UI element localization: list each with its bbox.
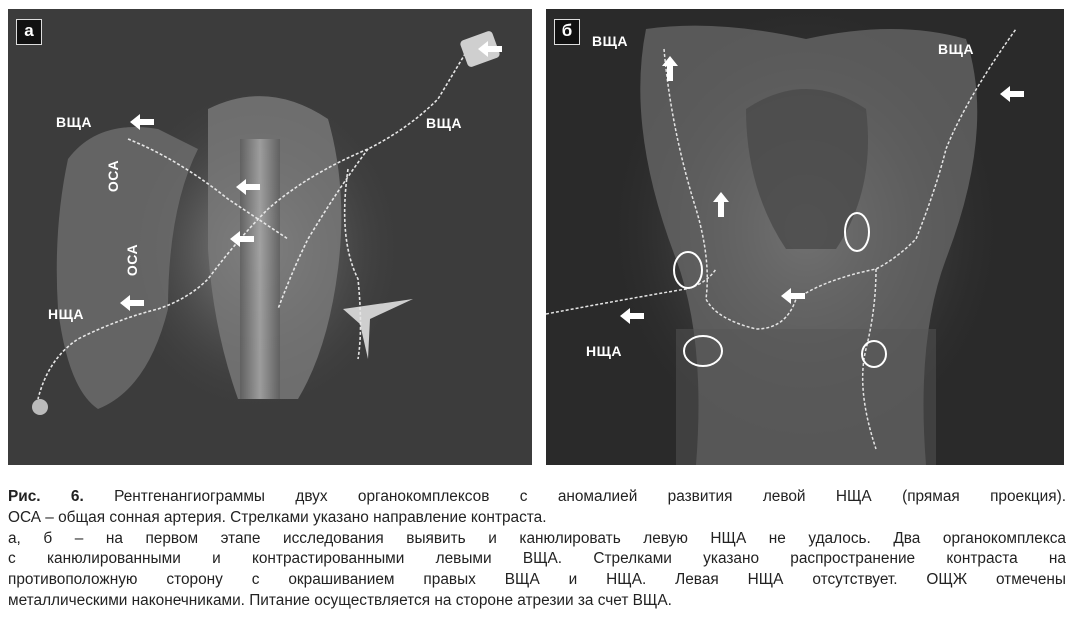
label-osa-lower: ОСА: [124, 243, 141, 277]
angiogram-panel-a: [8, 9, 532, 465]
caption-line-3: а, б – на первом этапе исследования выявить и канюлировать левую НЩА не удалось. Два органокомплекса: [8, 529, 1066, 547]
caption-line-2: ОСА – общая сонная артерия. Стрелками указано направление контраста.: [8, 508, 547, 526]
label-nsha-a: НЩА: [48, 306, 84, 322]
angiogram-image-a: [8, 9, 532, 465]
label-vsha-right-b: ВЩА: [938, 41, 974, 57]
caption-line-5: противоположную сторону с окрашиванием правых ВЩА и НЩА. Левая НЩА отсутствует. ОЩЖ отмечены: [8, 571, 1066, 589]
angiogram-panel-b: [546, 9, 1064, 465]
label-nsha-b: НЩА: [586, 343, 622, 359]
angiogram-image-b: [546, 9, 1064, 465]
caption-title: Рентгенангиограммы двух органокомплексов с аномалией развития левой НЩА (прямая проекция).: [83, 488, 1066, 505]
panel-b-tag: б: [554, 19, 580, 45]
label-vsha-right-a: ВЩА: [426, 115, 462, 131]
figure-caption: [8, 487, 1066, 612]
label-vsha-left-b: ВЩА: [592, 33, 628, 49]
caption-title-line: [8, 487, 1066, 508]
panel-a-tag: а: [16, 19, 42, 45]
figure-label: Рис. 6.: [8, 488, 84, 505]
caption-line-6: металлическими наконечниками. Питание осуществляется на стороне атрезии за счет ВЩА.: [8, 591, 672, 609]
label-vsha-left-a: ВЩА: [56, 114, 92, 130]
caption-line-4: с канюлированными и контрастированными левыми ВЩА. Стрелками указано распространение контраста на: [8, 550, 1066, 568]
label-osa-upper: ОСА: [105, 159, 122, 193]
